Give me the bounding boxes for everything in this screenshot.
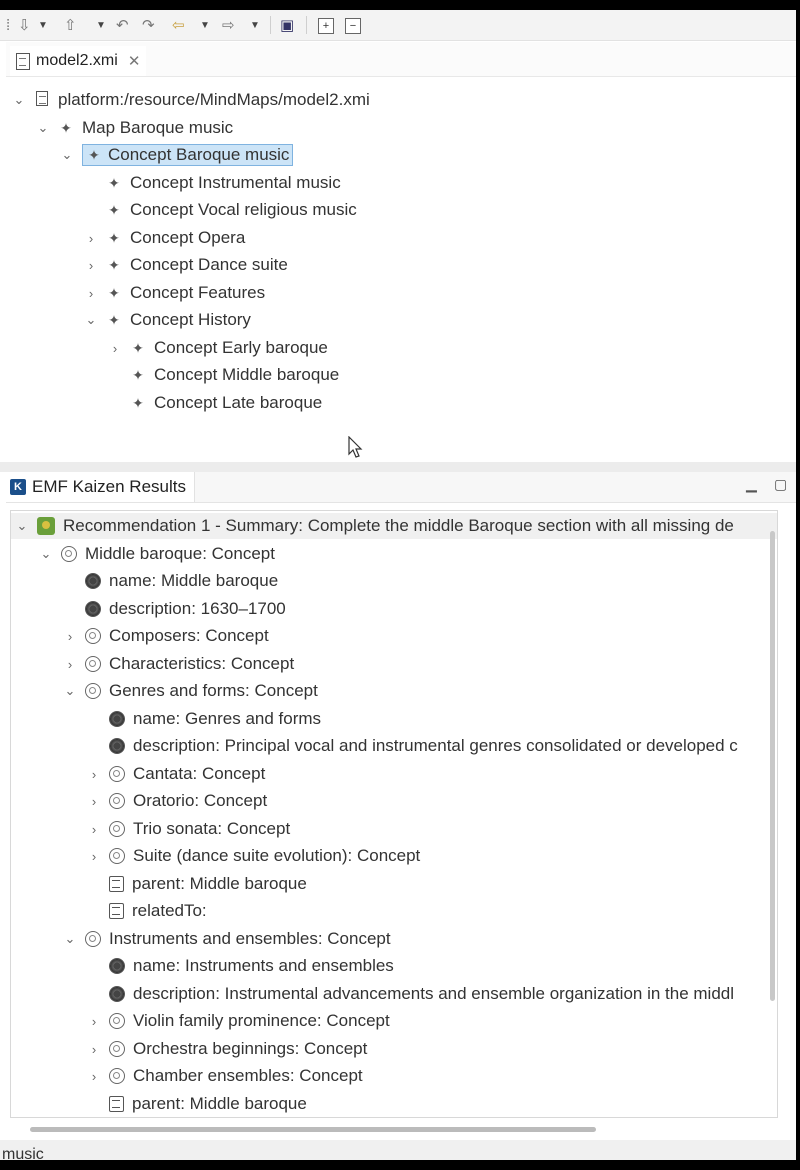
- tree-item-concept[interactable]: [87, 761, 265, 787]
- minimize-icon[interactable]: ▁: [746, 476, 757, 492]
- sash-divider[interactable]: [0, 462, 796, 472]
- grip-icon: ⁞: [6, 16, 11, 34]
- tree-item-attribute[interactable]: [63, 596, 286, 622]
- tree-item-label: description: Instrumental advancements and ensemble organization in the middl: [133, 984, 735, 1003]
- view-tab-bar: [6, 472, 796, 503]
- tree-item-label: relatedTo:: [132, 901, 207, 920]
- tree-item-attribute[interactable]: [87, 733, 738, 759]
- diamond-icon: ✦: [108, 256, 120, 273]
- file-icon: [16, 53, 30, 70]
- tree-item-label: Concept Middle baroque: [154, 365, 340, 384]
- chevron-right-icon[interactable]: ›: [112, 340, 118, 356]
- concept-icon: [85, 931, 101, 947]
- results-tree[interactable]: [10, 510, 778, 1118]
- tree-item-concept[interactable]: [39, 541, 275, 567]
- maximize-icon[interactable]: ▢: [774, 476, 788, 492]
- tree-item-resource[interactable]: [12, 87, 370, 113]
- tree-item-label: Concept Vocal religious music: [130, 200, 357, 219]
- tree-item-label: parent: Middle baroque: [132, 1094, 307, 1113]
- tree-item-label: description: Principal vocal and instrumental genres consolidated or developed c: [133, 736, 738, 755]
- upload-icon[interactable]: ⇧: [64, 17, 77, 34]
- tree-item-concept[interactable]: [63, 926, 391, 952]
- tab-label: model2.xmi: [36, 52, 118, 69]
- editor-tab-bar: [6, 42, 796, 77]
- collapse-all-icon[interactable]: −: [345, 18, 361, 34]
- tree-item-concept[interactable]: [63, 678, 318, 704]
- attribute-icon: [109, 958, 125, 974]
- toolbar-separator: [306, 16, 307, 34]
- tree-item-label: description: 1630–1700: [109, 599, 286, 618]
- recommendation-label: Recommendation 1 - Summary: Complete the middle Baroque section with all missing de: [63, 516, 734, 535]
- diamond-icon: ✦: [108, 229, 120, 246]
- tree-item-label: Genres and forms: Concept: [109, 681, 318, 700]
- tree-item-label: Oratorio: Concept: [133, 791, 268, 810]
- attribute-icon: [109, 738, 125, 754]
- tree-item-concept[interactable]: [87, 1063, 363, 1089]
- tree-item-label: Concept Dance suite: [130, 255, 288, 274]
- tree-item-label: parent: Middle baroque: [132, 874, 307, 893]
- concept-icon: [109, 793, 125, 809]
- chevron-down-icon[interactable]: ⌄: [85, 312, 97, 327]
- tree-item-label: Middle baroque: Concept: [85, 544, 275, 563]
- chevron-right-icon[interactable]: ›: [91, 1013, 97, 1029]
- chevron-right-icon[interactable]: ›: [91, 821, 97, 837]
- concept-icon: [109, 821, 125, 837]
- concept-icon: [85, 656, 101, 672]
- diamond-icon: ✦: [108, 284, 120, 301]
- back-icon[interactable]: ⇦: [172, 17, 185, 34]
- tree-item-concept[interactable]: [87, 843, 420, 869]
- tree-item-concept[interactable]: [87, 1008, 390, 1034]
- attribute-icon: [85, 573, 101, 589]
- download-icon[interactable]: ⇩: [18, 17, 31, 34]
- forward-icon[interactable]: ⇨: [222, 17, 235, 34]
- reference-icon: [109, 1096, 124, 1112]
- horizontal-scrollbar[interactable]: [30, 1127, 596, 1132]
- chevron-down-icon[interactable]: ⌄: [61, 147, 73, 162]
- toolbar-separator: [270, 16, 271, 34]
- tree-item-label: Violin family prominence: Concept: [133, 1011, 390, 1030]
- tree-item[interactable]: [108, 335, 328, 361]
- tree-item[interactable]: [108, 390, 322, 416]
- tree-item-label: Characteristics: Concept: [109, 654, 295, 673]
- tree-item-label: Concept Early baroque: [154, 338, 328, 357]
- concept-icon: [109, 1013, 125, 1029]
- tree-item-label: Composers: Concept: [109, 626, 269, 645]
- dropdown-arrow-icon[interactable]: ▼: [96, 19, 106, 31]
- chevron-right-icon[interactable]: ›: [91, 1041, 97, 1057]
- tab-label: EMF Kaizen Results: [32, 477, 186, 496]
- tree-item-concept[interactable]: [87, 1036, 367, 1062]
- chevron-right-icon[interactable]: ›: [88, 285, 94, 301]
- new-editor-icon[interactable]: ▣: [280, 17, 295, 34]
- main-toolbar: [0, 10, 796, 41]
- concept-icon: [85, 683, 101, 699]
- tree-item-concept[interactable]: [87, 788, 267, 814]
- tree-item-label: Concept Features: [130, 283, 266, 302]
- vertical-scrollbar[interactable]: [770, 531, 775, 1001]
- tree-item-concept-selected[interactable]: [60, 142, 293, 168]
- tree-item-reference[interactable]: [87, 898, 207, 924]
- attribute-icon: [109, 986, 125, 1002]
- chevron-right-icon[interactable]: ›: [91, 1068, 97, 1084]
- close-icon[interactable]: ✕: [127, 53, 141, 70]
- tree-item-label: Concept History: [130, 310, 251, 329]
- tree-item[interactable]: [84, 197, 357, 223]
- chevron-down-icon[interactable]: ⌄: [64, 683, 76, 698]
- tree-item-reference[interactable]: [87, 1091, 307, 1117]
- tree-item-attribute[interactable]: [87, 706, 321, 732]
- tree-item-label: Cantata: Concept: [133, 764, 266, 783]
- tree-item-label: name: Genres and forms: [133, 709, 322, 728]
- diamond-icon: ✦: [108, 174, 120, 191]
- tree-item-label: Orchestra beginnings: Concept: [133, 1039, 368, 1058]
- diamond-icon: ✦: [88, 147, 100, 163]
- file-icon: [34, 91, 50, 109]
- status-bar: [0, 1140, 796, 1160]
- tree-item-label: name: Middle baroque: [109, 571, 279, 590]
- dropdown-arrow-icon[interactable]: ▼: [200, 19, 210, 31]
- concept-icon: [61, 546, 77, 562]
- tree-item-map[interactable]: [36, 115, 233, 141]
- diamond-icon: ✦: [108, 311, 120, 328]
- tree-item-label: platform:/resource/MindMaps/model2.xmi: [58, 90, 370, 109]
- reference-icon: [109, 903, 124, 919]
- attribute-icon: [109, 711, 125, 727]
- recommendation-icon: [37, 517, 55, 535]
- expand-all-icon[interactable]: +: [318, 18, 334, 34]
- tree-item-concept[interactable]: [63, 623, 269, 649]
- recommendation-row[interactable]: [11, 513, 777, 539]
- chevron-down-icon[interactable]: ⌄: [16, 518, 28, 533]
- diamond-icon: ✦: [60, 119, 72, 136]
- tree-item[interactable]: [108, 362, 339, 388]
- concept-icon: [109, 766, 125, 782]
- tree-item-label: Trio sonata: Concept: [133, 819, 291, 838]
- tab-emf-kaizen-results[interactable]: [6, 472, 195, 502]
- chevron-right-icon[interactable]: ›: [67, 628, 73, 644]
- tree-item-label: name: Instruments and ensembles: [133, 956, 394, 975]
- tree-item[interactable]: [84, 307, 251, 333]
- chevron-right-icon[interactable]: ›: [88, 257, 94, 273]
- kaizen-results-view: [6, 472, 796, 1132]
- tree-item[interactable]: [84, 225, 245, 251]
- mouse-cursor-icon: [348, 436, 364, 460]
- tree-item-label: Chamber ensembles: Concept: [133, 1066, 363, 1085]
- concept-icon: [109, 1041, 125, 1057]
- diamond-icon: ✦: [132, 366, 144, 383]
- tree-item-attribute[interactable]: [87, 953, 394, 979]
- model-editor: [6, 42, 796, 462]
- attribute-icon: [85, 601, 101, 617]
- chevron-right-icon[interactable]: ›: [91, 793, 97, 809]
- tree-item-label: Concept Opera: [130, 228, 246, 247]
- chevron-down-icon[interactable]: ⌄: [13, 92, 25, 107]
- dropdown-arrow-icon[interactable]: ▼: [38, 19, 48, 31]
- ide-window: [0, 10, 796, 1160]
- tree-item-concept[interactable]: [63, 651, 294, 677]
- tree-item-concept[interactable]: [87, 816, 290, 842]
- tree-item-attribute[interactable]: [63, 568, 278, 594]
- diamond-icon: ✦: [132, 339, 144, 356]
- tree-item-label: Concept Late baroque: [154, 393, 323, 412]
- kaizen-icon: K: [10, 479, 26, 495]
- undo-icon[interactable]: ↶: [116, 17, 129, 34]
- tab-model2-xmi[interactable]: [10, 46, 146, 76]
- tree-item-label: Map Baroque music: [82, 118, 234, 137]
- tree-item[interactable]: [84, 280, 265, 306]
- tree-item[interactable]: [84, 252, 288, 278]
- tree-item[interactable]: [84, 170, 341, 196]
- chevron-right-icon[interactable]: ›: [91, 766, 97, 782]
- status-text: music: [2, 1146, 44, 1160]
- tree-item-label: Concept Baroque music: [108, 145, 290, 164]
- tree-item-attribute[interactable]: [87, 981, 734, 1007]
- diamond-icon: ✦: [108, 201, 120, 218]
- concept-icon: [85, 628, 101, 644]
- tree-item-label: Suite (dance suite evolution): Concept: [133, 846, 421, 865]
- tree-item-reference[interactable]: [87, 871, 307, 897]
- dropdown-arrow-icon[interactable]: ▼: [250, 19, 260, 31]
- reference-icon: [109, 876, 124, 892]
- concept-icon: [109, 1068, 125, 1084]
- chevron-right-icon[interactable]: ›: [88, 230, 94, 246]
- redo-icon[interactable]: ↷: [142, 17, 155, 34]
- concept-icon: [109, 848, 125, 864]
- tree-item-label: Instruments and ensembles: Concept: [109, 929, 391, 948]
- selected-item[interactable]: [82, 144, 293, 166]
- chevron-down-icon[interactable]: ⌄: [40, 546, 52, 561]
- diamond-icon: ✦: [132, 394, 144, 411]
- chevron-down-icon[interactable]: ⌄: [37, 120, 49, 135]
- chevron-down-icon[interactable]: ⌄: [64, 931, 76, 946]
- chevron-right-icon[interactable]: ›: [91, 848, 97, 864]
- chevron-right-icon[interactable]: ›: [67, 656, 73, 672]
- tree-item-label: Concept Instrumental music: [130, 173, 341, 192]
